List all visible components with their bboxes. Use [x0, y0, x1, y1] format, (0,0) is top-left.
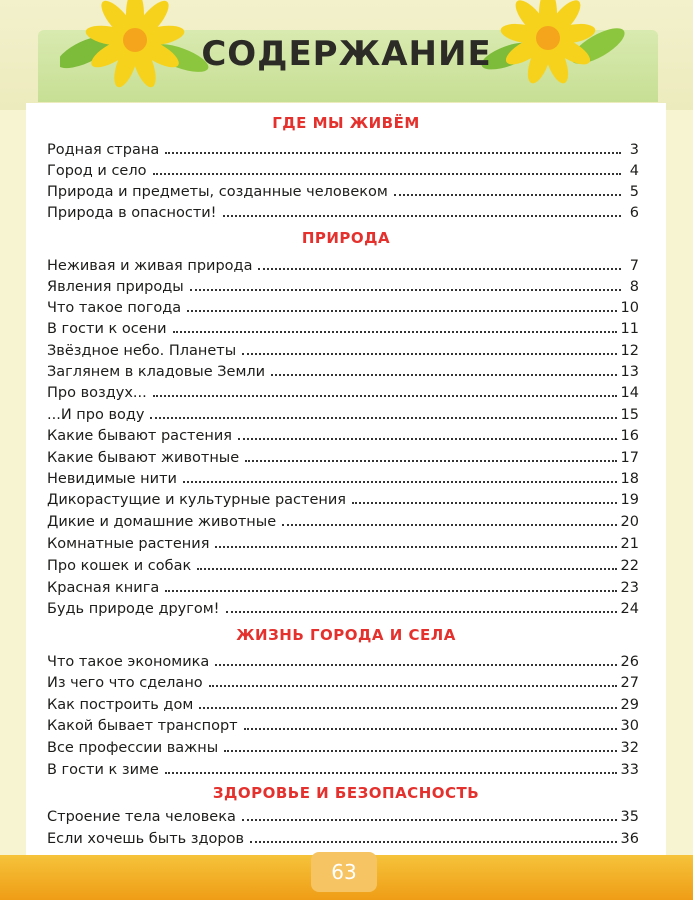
toc-entry[interactable]	[47, 446, 639, 466]
section-heading: ЗДОРОВЬЕ И БЕЗОПАСНОСТЬ	[212, 784, 480, 802]
toc-entry-label: Природа в опасности!	[47, 205, 217, 221]
section-heading: ГДЕ МЫ ЖИВЁМ	[272, 114, 420, 132]
toc-entry[interactable]	[47, 360, 639, 380]
toc-entry-label: Явления природы	[47, 279, 184, 295]
toc-entry[interactable]	[47, 138, 639, 158]
toc-entry[interactable]	[47, 381, 639, 401]
toc-entry-label: Какие бывают растения	[47, 428, 233, 444]
leader-dots	[165, 152, 621, 154]
toc-entry-page: 7	[629, 258, 639, 274]
toc-entry-page: 22	[620, 558, 639, 574]
toc-entry[interactable]	[47, 201, 639, 221]
toc-entry-label: Будь природе другом!	[47, 601, 220, 617]
toc-entry-page: 13	[620, 364, 639, 380]
toc-entry[interactable]	[47, 339, 639, 359]
toc-entry[interactable]	[47, 597, 639, 617]
leader-dots	[197, 568, 616, 570]
leader-dots	[250, 841, 617, 843]
toc-entry[interactable]	[47, 403, 639, 423]
toc-entry-label: В гости к зиме	[47, 762, 159, 778]
toc-entry-page: 14	[620, 385, 639, 401]
toc-entry-label: Как построить дом	[47, 697, 194, 713]
leader-dots	[190, 289, 621, 291]
toc-entry-page: 35	[620, 809, 639, 825]
toc-entry[interactable]	[47, 827, 639, 847]
toc-entry-label: Если хочешь быть здоров	[47, 831, 245, 847]
toc-entry-page: 19	[620, 492, 639, 508]
toc-entry-label: Неживая и живая природа	[47, 258, 253, 274]
toc-entry-label: Дикие и домашние животные	[47, 514, 277, 530]
leader-dots	[215, 664, 616, 666]
toc-entry[interactable]	[47, 467, 639, 487]
toc-entry-page: 33	[620, 762, 639, 778]
toc-entry[interactable]	[47, 671, 639, 691]
toc-entry[interactable]	[47, 296, 639, 316]
toc-entry[interactable]	[47, 736, 639, 756]
leader-dots	[245, 460, 616, 462]
leader-dots	[238, 438, 617, 440]
toc-entry-label: Родная страна	[47, 142, 160, 158]
toc-entry-page: 26	[620, 654, 639, 670]
toc-entry[interactable]	[47, 159, 639, 179]
toc-entry-page: 27	[620, 675, 639, 691]
toc-entry[interactable]	[47, 317, 639, 337]
toc-entry-label: Про кошек и собак	[47, 558, 192, 574]
toc-entry-page: 10	[620, 300, 639, 316]
toc-entry-page: 5	[629, 184, 639, 200]
leader-dots	[165, 590, 616, 592]
leader-dots	[153, 395, 617, 397]
toc-entry-label: ...И про воду	[47, 407, 145, 423]
page-title: СОДЕРЖАНИЕ	[201, 34, 492, 74]
leader-dots	[150, 417, 616, 419]
toc-entry-page: 32	[620, 740, 639, 756]
leader-dots	[173, 331, 617, 333]
toc-entry[interactable]	[47, 758, 639, 778]
toc-entry-label: Про воздух...	[47, 385, 147, 401]
toc-entry[interactable]	[47, 275, 639, 295]
toc-entry[interactable]	[47, 254, 639, 274]
leader-dots	[258, 268, 621, 270]
leader-dots	[183, 481, 617, 483]
leader-dots	[282, 524, 616, 526]
toc-entry-label: Из чего что сделано	[47, 675, 203, 691]
toc-entry[interactable]	[47, 693, 639, 713]
toc-entry-page: 15	[620, 407, 639, 423]
toc-entry-label: Красная книга	[47, 580, 160, 596]
leader-dots	[215, 546, 616, 548]
toc-entry-page: 30	[620, 718, 639, 734]
toc-entry-label: Все профессии важны	[47, 740, 219, 756]
toc-entry-label: Невидимые нити	[47, 471, 177, 487]
toc-entry[interactable]	[47, 180, 639, 200]
toc-entry-page: 17	[620, 450, 639, 466]
leader-dots	[244, 728, 617, 730]
toc-entry-label: Строение тела человека	[47, 809, 236, 825]
leader-dots	[224, 750, 616, 752]
toc-entry-page: 12	[620, 343, 639, 359]
leader-dots	[352, 502, 617, 504]
toc-entry-page: 3	[629, 142, 639, 158]
leader-dots	[394, 194, 621, 196]
toc-entry-page: 8	[629, 279, 639, 295]
toc-entry-page: 36	[620, 831, 639, 847]
toc-entry-label: Что такое погода	[47, 300, 182, 316]
toc-entry-label: Какой бывает транспорт	[47, 718, 238, 734]
section-heading: ПРИРОДА	[301, 229, 391, 247]
leader-dots	[226, 611, 617, 613]
leader-dots	[242, 819, 617, 821]
toc-entry-label: Дикорастущие и культурные растения	[47, 492, 347, 508]
toc-entry-page: 20	[620, 514, 639, 530]
toc-entry-page: 29	[620, 697, 639, 713]
toc-entry-label: Город и село	[47, 163, 147, 179]
leader-dots	[223, 215, 622, 217]
toc-entry-page: 11	[620, 321, 639, 337]
toc-entry-page: 6	[629, 205, 639, 221]
toc-entry-page: 16	[620, 428, 639, 444]
toc-entry-page: 4	[629, 163, 639, 179]
leader-dots	[165, 772, 617, 774]
toc-entry-page: 18	[620, 471, 639, 487]
toc-entry[interactable]	[47, 510, 639, 530]
toc-entry-label: Заглянем в кладовые Земли	[47, 364, 266, 380]
leader-dots	[242, 353, 616, 355]
leader-dots	[271, 374, 616, 376]
toc-entry[interactable]	[47, 424, 639, 444]
toc-entry[interactable]	[47, 576, 639, 596]
leader-dots	[153, 173, 622, 175]
toc-entry[interactable]	[47, 532, 639, 552]
toc-entry-page: 21	[620, 536, 639, 552]
toc-entry-page: 24	[620, 601, 639, 617]
toc-entry[interactable]	[47, 554, 639, 574]
page-number: 63	[311, 852, 377, 892]
leader-dots	[187, 310, 616, 312]
leader-dots	[199, 707, 616, 709]
toc-entry-label: Что такое экономика	[47, 654, 210, 670]
toc-entry-page: 23	[620, 580, 639, 596]
toc-entry-label: Комнатные растения	[47, 536, 210, 552]
toc-entry[interactable]	[47, 805, 639, 825]
section-heading: ЖИЗНЬ ГОРОДА И СЕЛА	[236, 626, 456, 644]
toc-entry[interactable]	[47, 488, 639, 508]
toc-entry-label: Какие бывают животные	[47, 450, 240, 466]
toc-entry[interactable]	[47, 650, 639, 670]
toc-entry-label: Звёздное небо. Планеты	[47, 343, 237, 359]
toc-entry[interactable]	[47, 714, 639, 734]
toc-entry-label: В гости к осени	[47, 321, 167, 337]
toc-entry-label: Природа и предметы, созданные человеком	[47, 184, 388, 200]
leader-dots	[209, 685, 617, 687]
